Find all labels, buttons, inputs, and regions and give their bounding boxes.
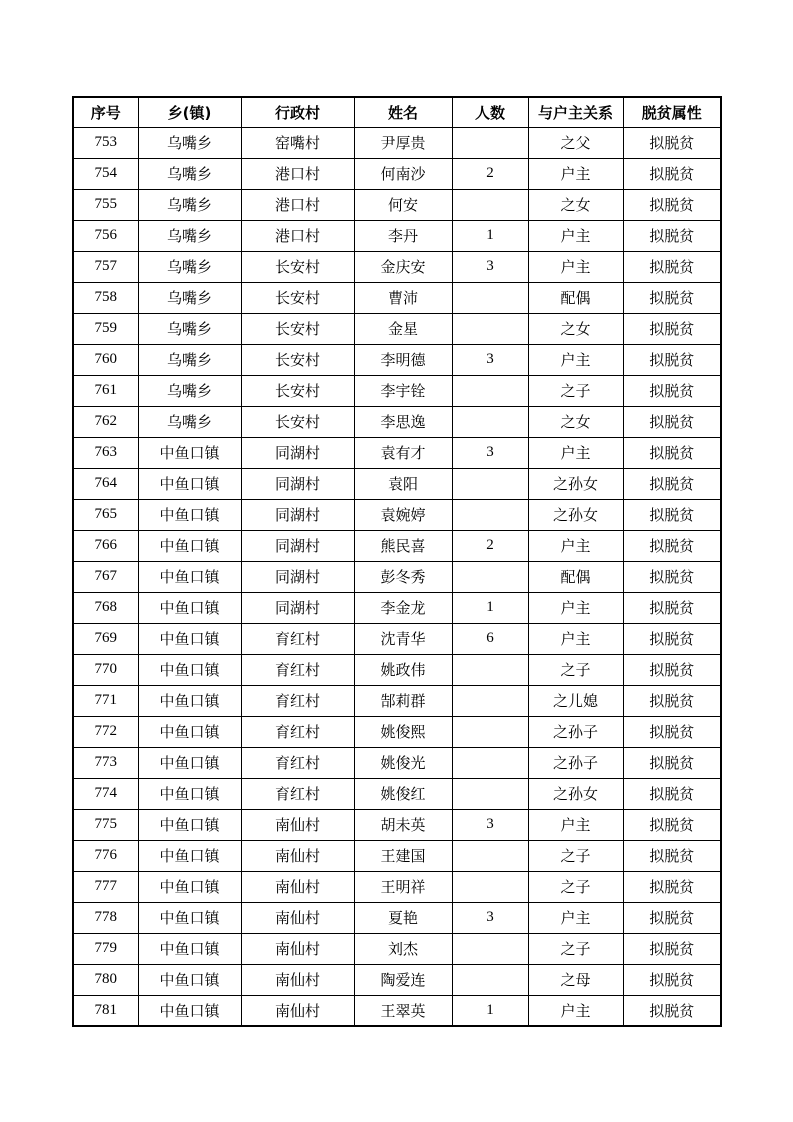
header-row (73, 97, 721, 127)
table-row (73, 220, 721, 251)
cell-relationship: 户主 (528, 623, 623, 654)
cell-relationship: 之女 (528, 189, 623, 220)
cell-household-size (452, 654, 528, 685)
cell-status: 拟脱贫 (623, 685, 721, 716)
cell-serial: 781 (73, 995, 138, 1026)
cell-village: 长安村 (241, 344, 354, 375)
table-row (73, 995, 721, 1026)
cell-village: 同湖村 (241, 530, 354, 561)
cell-relationship: 户主 (528, 530, 623, 561)
cell-status: 拟脱贫 (623, 313, 721, 344)
cell-village: 长安村 (241, 251, 354, 282)
cell-township: 中鱼口镇 (138, 654, 241, 685)
cell-name: 何安 (354, 189, 452, 220)
cell-household-size: 3 (452, 344, 528, 375)
table-row (73, 189, 721, 220)
table-row (73, 871, 721, 902)
cell-status: 拟脱贫 (623, 406, 721, 437)
cell-township: 乌嘴乡 (138, 375, 241, 406)
cell-name: 沈青华 (354, 623, 452, 654)
cell-village: 南仙村 (241, 809, 354, 840)
cell-relationship: 之女 (528, 406, 623, 437)
cell-village: 长安村 (241, 375, 354, 406)
cell-relationship: 之孙女 (528, 499, 623, 530)
cell-village: 育红村 (241, 654, 354, 685)
cell-relationship: 户主 (528, 902, 623, 933)
cell-township: 中鱼口镇 (138, 933, 241, 964)
cell-serial: 773 (73, 747, 138, 778)
cell-name: 彭冬秀 (354, 561, 452, 592)
header-village: 行政村 (241, 97, 354, 127)
cell-township: 中鱼口镇 (138, 747, 241, 778)
cell-name: 李思逸 (354, 406, 452, 437)
cell-household-size (452, 840, 528, 871)
cell-name: 尹厚贵 (354, 127, 452, 158)
cell-village: 窑嘴村 (241, 127, 354, 158)
cell-status: 拟脱贫 (623, 530, 721, 561)
cell-household-size: 2 (452, 530, 528, 561)
cell-name: 袁有才 (354, 437, 452, 468)
cell-status: 拟脱贫 (623, 654, 721, 685)
cell-name: 何南沙 (354, 158, 452, 189)
cell-name: 熊民喜 (354, 530, 452, 561)
table-row (73, 592, 721, 623)
cell-status: 拟脱贫 (623, 716, 721, 747)
cell-serial: 755 (73, 189, 138, 220)
cell-village: 港口村 (241, 220, 354, 251)
cell-relationship: 之父 (528, 127, 623, 158)
cell-relationship: 户主 (528, 809, 623, 840)
cell-serial: 754 (73, 158, 138, 189)
cell-township: 乌嘴乡 (138, 406, 241, 437)
cell-relationship: 配偶 (528, 282, 623, 313)
cell-relationship: 之孙女 (528, 778, 623, 809)
cell-name: 金星 (354, 313, 452, 344)
cell-village: 南仙村 (241, 995, 354, 1026)
cell-name: 曹沛 (354, 282, 452, 313)
cell-status: 拟脱贫 (623, 437, 721, 468)
cell-township: 中鱼口镇 (138, 809, 241, 840)
cell-status: 拟脱贫 (623, 995, 721, 1026)
cell-serial: 774 (73, 778, 138, 809)
cell-household-size (452, 313, 528, 344)
cell-serial: 761 (73, 375, 138, 406)
cell-village: 南仙村 (241, 871, 354, 902)
cell-household-size (452, 871, 528, 902)
cell-township: 中鱼口镇 (138, 685, 241, 716)
cell-status: 拟脱贫 (623, 499, 721, 530)
table-row (73, 499, 721, 530)
cell-status: 拟脱贫 (623, 158, 721, 189)
header-relationship: 与户主关系 (528, 97, 623, 127)
cell-status: 拟脱贫 (623, 189, 721, 220)
table-row (73, 716, 721, 747)
cell-name: 刘杰 (354, 933, 452, 964)
cell-township: 中鱼口镇 (138, 871, 241, 902)
header-status: 脱贫属性 (623, 97, 721, 127)
cell-household-size: 3 (452, 809, 528, 840)
cell-serial: 776 (73, 840, 138, 871)
cell-township: 乌嘴乡 (138, 282, 241, 313)
cell-relationship: 之孙子 (528, 747, 623, 778)
cell-status: 拟脱贫 (623, 282, 721, 313)
cell-village: 育红村 (241, 747, 354, 778)
cell-serial: 770 (73, 654, 138, 685)
cell-name: 王明祥 (354, 871, 452, 902)
table-row (73, 344, 721, 375)
table-row (73, 127, 721, 158)
cell-name: 袁阳 (354, 468, 452, 499)
cell-relationship: 之孙女 (528, 468, 623, 499)
cell-village: 长安村 (241, 313, 354, 344)
cell-serial: 765 (73, 499, 138, 530)
cell-village: 同湖村 (241, 437, 354, 468)
cell-household-size: 1 (452, 220, 528, 251)
cell-township: 中鱼口镇 (138, 561, 241, 592)
cell-relationship: 之子 (528, 654, 623, 685)
table-body (73, 127, 721, 1026)
cell-serial: 779 (73, 933, 138, 964)
table-row (73, 437, 721, 468)
cell-township: 乌嘴乡 (138, 344, 241, 375)
cell-township: 中鱼口镇 (138, 623, 241, 654)
cell-status: 拟脱贫 (623, 623, 721, 654)
cell-household-size (452, 499, 528, 530)
table-row (73, 530, 721, 561)
cell-status: 拟脱贫 (623, 964, 721, 995)
cell-status: 拟脱贫 (623, 747, 721, 778)
cell-township: 中鱼口镇 (138, 530, 241, 561)
cell-serial: 753 (73, 127, 138, 158)
cell-village: 南仙村 (241, 933, 354, 964)
cell-relationship: 户主 (528, 220, 623, 251)
table-row (73, 623, 721, 654)
cell-status: 拟脱贫 (623, 933, 721, 964)
cell-household-size: 1 (452, 592, 528, 623)
cell-township: 中鱼口镇 (138, 902, 241, 933)
cell-village: 育红村 (241, 778, 354, 809)
cell-serial: 756 (73, 220, 138, 251)
cell-status: 拟脱贫 (623, 127, 721, 158)
cell-name: 王建国 (354, 840, 452, 871)
cell-relationship: 之母 (528, 964, 623, 995)
cell-township: 中鱼口镇 (138, 437, 241, 468)
cell-village: 南仙村 (241, 902, 354, 933)
cell-serial: 764 (73, 468, 138, 499)
cell-township: 中鱼口镇 (138, 716, 241, 747)
cell-name: 李宇铨 (354, 375, 452, 406)
cell-status: 拟脱贫 (623, 902, 721, 933)
cell-name: 王翠英 (354, 995, 452, 1026)
cell-township: 中鱼口镇 (138, 964, 241, 995)
cell-village: 育红村 (241, 685, 354, 716)
cell-status: 拟脱贫 (623, 375, 721, 406)
cell-household-size: 3 (452, 902, 528, 933)
table-row (73, 282, 721, 313)
table-row (73, 964, 721, 995)
table-row (73, 809, 721, 840)
cell-village: 长安村 (241, 406, 354, 437)
cell-household-size (452, 282, 528, 313)
cell-relationship: 之孙子 (528, 716, 623, 747)
cell-household-size (452, 685, 528, 716)
cell-household-size: 1 (452, 995, 528, 1026)
cell-serial: 778 (73, 902, 138, 933)
cell-serial: 775 (73, 809, 138, 840)
cell-township: 乌嘴乡 (138, 127, 241, 158)
cell-serial: 759 (73, 313, 138, 344)
cell-serial: 767 (73, 561, 138, 592)
cell-relationship: 户主 (528, 158, 623, 189)
cell-household-size (452, 964, 528, 995)
cell-name: 胡未英 (354, 809, 452, 840)
cell-township: 乌嘴乡 (138, 189, 241, 220)
cell-name: 李金龙 (354, 592, 452, 623)
cell-relationship: 户主 (528, 344, 623, 375)
cell-serial: 768 (73, 592, 138, 623)
cell-name: 姚俊熙 (354, 716, 452, 747)
table-row (73, 933, 721, 964)
cell-village: 育红村 (241, 623, 354, 654)
cell-status: 拟脱贫 (623, 778, 721, 809)
cell-serial: 771 (73, 685, 138, 716)
cell-serial: 760 (73, 344, 138, 375)
header-township: 乡(镇) (138, 97, 241, 127)
cell-name: 李丹 (354, 220, 452, 251)
cell-name: 姚俊光 (354, 747, 452, 778)
table-row (73, 685, 721, 716)
cell-household-size (452, 127, 528, 158)
cell-status: 拟脱贫 (623, 871, 721, 902)
cell-household-size (452, 189, 528, 220)
cell-household-size (452, 375, 528, 406)
cell-township: 乌嘴乡 (138, 313, 241, 344)
cell-township: 乌嘴乡 (138, 220, 241, 251)
cell-serial: 757 (73, 251, 138, 282)
cell-village: 南仙村 (241, 964, 354, 995)
table-row (73, 313, 721, 344)
table-row (73, 468, 721, 499)
cell-township: 中鱼口镇 (138, 468, 241, 499)
cell-village: 同湖村 (241, 499, 354, 530)
cell-village: 育红村 (241, 716, 354, 747)
header-serial: 序号 (73, 97, 138, 127)
cell-serial: 758 (73, 282, 138, 313)
table-row (73, 654, 721, 685)
cell-relationship: 户主 (528, 995, 623, 1026)
cell-village: 港口村 (241, 158, 354, 189)
table-row (73, 747, 721, 778)
cell-relationship: 户主 (528, 251, 623, 282)
cell-status: 拟脱贫 (623, 344, 721, 375)
cell-household-size: 2 (452, 158, 528, 189)
header-name: 姓名 (354, 97, 452, 127)
cell-status: 拟脱贫 (623, 220, 721, 251)
cell-name: 李明德 (354, 344, 452, 375)
cell-serial: 777 (73, 871, 138, 902)
cell-status: 拟脱贫 (623, 809, 721, 840)
cell-village: 长安村 (241, 282, 354, 313)
table-row (73, 158, 721, 189)
table-row (73, 561, 721, 592)
cell-household-size (452, 747, 528, 778)
table-row (73, 902, 721, 933)
cell-serial: 763 (73, 437, 138, 468)
cell-serial: 780 (73, 964, 138, 995)
header-household-size: 人数 (452, 97, 528, 127)
cell-household-size: 6 (452, 623, 528, 654)
table-row (73, 840, 721, 871)
cell-status: 拟脱贫 (623, 592, 721, 623)
cell-village: 同湖村 (241, 561, 354, 592)
cell-relationship: 之儿媳 (528, 685, 623, 716)
cell-relationship: 之子 (528, 871, 623, 902)
table-row (73, 375, 721, 406)
cell-township: 中鱼口镇 (138, 592, 241, 623)
cell-village: 同湖村 (241, 592, 354, 623)
cell-serial: 766 (73, 530, 138, 561)
cell-village: 港口村 (241, 189, 354, 220)
cell-household-size (452, 468, 528, 499)
cell-relationship: 之女 (528, 313, 623, 344)
cell-name: 郜莉群 (354, 685, 452, 716)
cell-township: 乌嘴乡 (138, 158, 241, 189)
cell-name: 袁婉婷 (354, 499, 452, 530)
cell-relationship: 之子 (528, 840, 623, 871)
table-row (73, 778, 721, 809)
cell-status: 拟脱贫 (623, 561, 721, 592)
cell-township: 中鱼口镇 (138, 499, 241, 530)
poverty-roster-table (72, 96, 722, 1027)
cell-relationship: 户主 (528, 437, 623, 468)
cell-household-size (452, 716, 528, 747)
cell-relationship: 之子 (528, 933, 623, 964)
cell-name: 陶爱连 (354, 964, 452, 995)
cell-name: 姚政伟 (354, 654, 452, 685)
cell-status: 拟脱贫 (623, 468, 721, 499)
cell-household-size (452, 933, 528, 964)
cell-name: 姚俊红 (354, 778, 452, 809)
cell-relationship: 之子 (528, 375, 623, 406)
cell-name: 夏艳 (354, 902, 452, 933)
cell-township: 中鱼口镇 (138, 778, 241, 809)
cell-serial: 769 (73, 623, 138, 654)
cell-name: 金庆安 (354, 251, 452, 282)
cell-household-size (452, 778, 528, 809)
cell-township: 中鱼口镇 (138, 840, 241, 871)
cell-relationship: 户主 (528, 592, 623, 623)
cell-household-size (452, 561, 528, 592)
cell-village: 同湖村 (241, 468, 354, 499)
cell-household-size: 3 (452, 437, 528, 468)
cell-serial: 772 (73, 716, 138, 747)
cell-household-size: 3 (452, 251, 528, 282)
cell-township: 中鱼口镇 (138, 995, 241, 1026)
cell-status: 拟脱贫 (623, 840, 721, 871)
cell-relationship: 配偶 (528, 561, 623, 592)
cell-household-size (452, 406, 528, 437)
cell-status: 拟脱贫 (623, 251, 721, 282)
table-row (73, 406, 721, 437)
cell-village: 南仙村 (241, 840, 354, 871)
cell-township: 乌嘴乡 (138, 251, 241, 282)
cell-serial: 762 (73, 406, 138, 437)
table-row (73, 251, 721, 282)
